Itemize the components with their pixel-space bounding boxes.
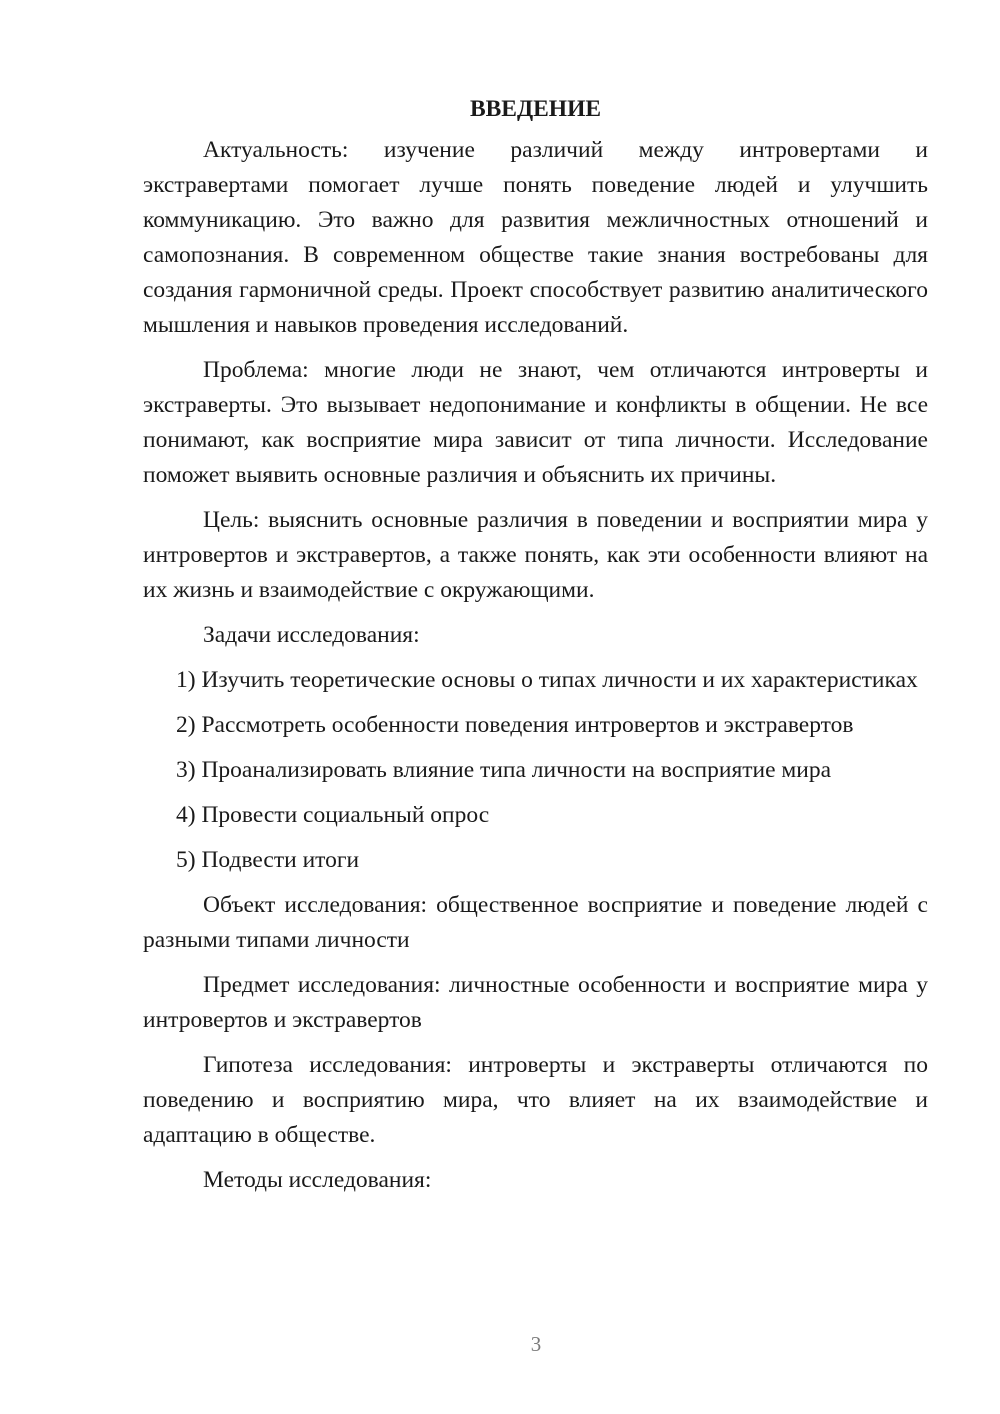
task-item: 5) Подвести итоги [176, 847, 360, 873]
task-item: 2) Рассмотреть особенности поведения интровертов и экстравертов [176, 712, 854, 738]
paragraph-object: Объект исследования: общественное восприятие и поведение людей с разными типами личности [143, 892, 928, 953]
paragraph-problem: Проблема: многие люди не знают, чем отличаются интроверты и экстраверты. Это вызывает недопонимание и конфликты в общении. Не все понимают, как восприятие мира зависит от типа личности. Исследование поможет выявить основные различия и объяснить их причины. [143, 357, 928, 488]
paragraph-goal: Цель: выяснить основные различия в поведении и восприятии мира у интровертов и экстравертов, а также понять, как эти особенности влияют на их жизнь и взаимодействие с окружающими. [143, 507, 928, 603]
page-content [143, 92, 928, 1208]
tasks-heading: Задачи исследования: [203, 622, 420, 648]
task-item: 1) Изучить теоретические основы о типах личности и их характеристиках [176, 667, 918, 693]
task-item: 4) Провести социальный опрос [176, 802, 490, 828]
methods-heading: Методы исследования: [203, 1167, 432, 1193]
paragraph-subject: Предмет исследования: личностные особенности и восприятие мира у интровертов и экстравертов [143, 972, 928, 1033]
paragraph-relevance: Актуальность: изучение различий между интровертами и экстравертами помогает лучше понять поведение людей и улучшить коммуникацию. Это важно для развития межличностных отношений и самопознания. В современном обществе такие знания востребованы для создания гармоничной среды. Проект способствует развитию аналитического мышления и навыков проведения исследований. [143, 137, 928, 338]
section-title: ВВЕДЕНИЕ [469, 96, 602, 122]
paragraph-hypothesis: Гипотеза исследования: интроверты и экстраверты отличаются по поведению и восприятию мира, что влияет на их взаимодействие и адаптацию в обществе. [143, 1052, 928, 1148]
page-number: 3 [530, 1332, 542, 1356]
tasks-list [143, 663, 928, 878]
task-item: 3) Проанализировать влияние типа личности на восприятие мира [176, 757, 832, 783]
